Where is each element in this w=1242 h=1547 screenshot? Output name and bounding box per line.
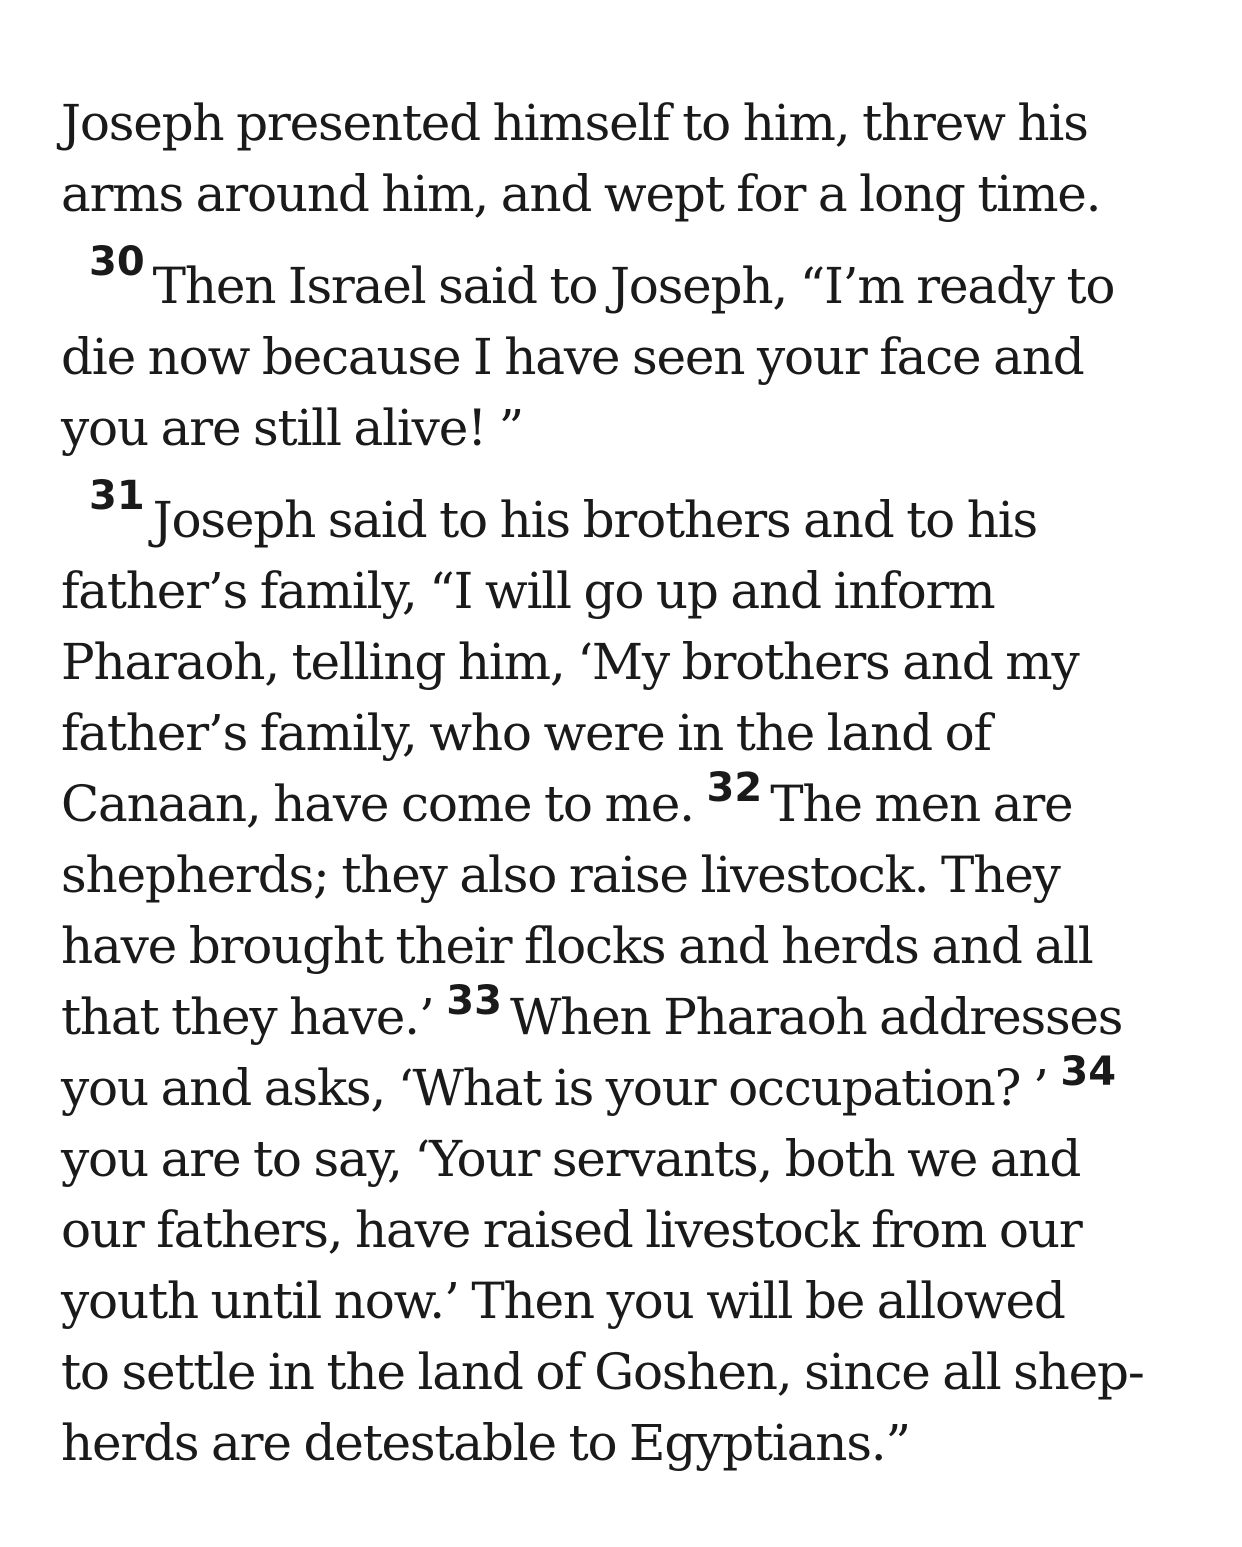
text-line: you are still alive! ” bbox=[61, 399, 524, 457]
verse-32-line: Canaan, have come to me. $^{32}$ The men are bbox=[61, 765, 1073, 833]
text-line: youth until now.’ Then you will be allowed bbox=[61, 1272, 1065, 1330]
text-line: arms around him, and wept for a long time. bbox=[61, 165, 1101, 223]
text-line: father’s family, “I will go up and inform bbox=[61, 562, 995, 620]
verse-33-line: that they have.’ $^{33}$ When Pharaoh addresses bbox=[61, 978, 1123, 1046]
text-line: to settle in the land of Goshen, since all shep- bbox=[61, 1343, 1144, 1401]
verse-number-30: 30 bbox=[89, 239, 145, 285]
text-line: die now because I have seen your face and bbox=[61, 328, 1084, 386]
verse-31-line: $^{31}$ Joseph said to his brothers and to his bbox=[89, 473, 1037, 549]
text-line: herds are detestable to Egyptians.” bbox=[61, 1414, 910, 1472]
verse-number-31: 31 bbox=[89, 473, 145, 519]
text-line: Pharaoh, telling him, ‘My brothers and my bbox=[61, 633, 1079, 691]
text-line: you are to say, ‘Your servants, both we and bbox=[61, 1130, 1081, 1188]
text-line: father’s family, who were in the land of bbox=[61, 704, 991, 762]
text-line: shepherds; they also raise livestock. They bbox=[61, 846, 1060, 904]
text-line: Joseph presented himself to him, threw his bbox=[61, 94, 1088, 152]
verse-number-33: 33 bbox=[446, 978, 502, 1024]
verse-number-34: 34 bbox=[1060, 1049, 1117, 1095]
text-line: our fathers, have raised livestock from our bbox=[61, 1201, 1082, 1259]
scripture-passage bbox=[61, 88, 1191, 1479]
verse-number-32: 32 bbox=[706, 765, 763, 811]
verse-34-line: you and asks, ‘What is your occupation? ’ $^{34}$ bbox=[61, 1049, 1117, 1117]
text-line: have brought their flocks and herds and all bbox=[61, 917, 1093, 975]
verse-30-line: $^{30}$ Then Israel said to Joseph, “I’m ready to bbox=[89, 239, 1115, 315]
